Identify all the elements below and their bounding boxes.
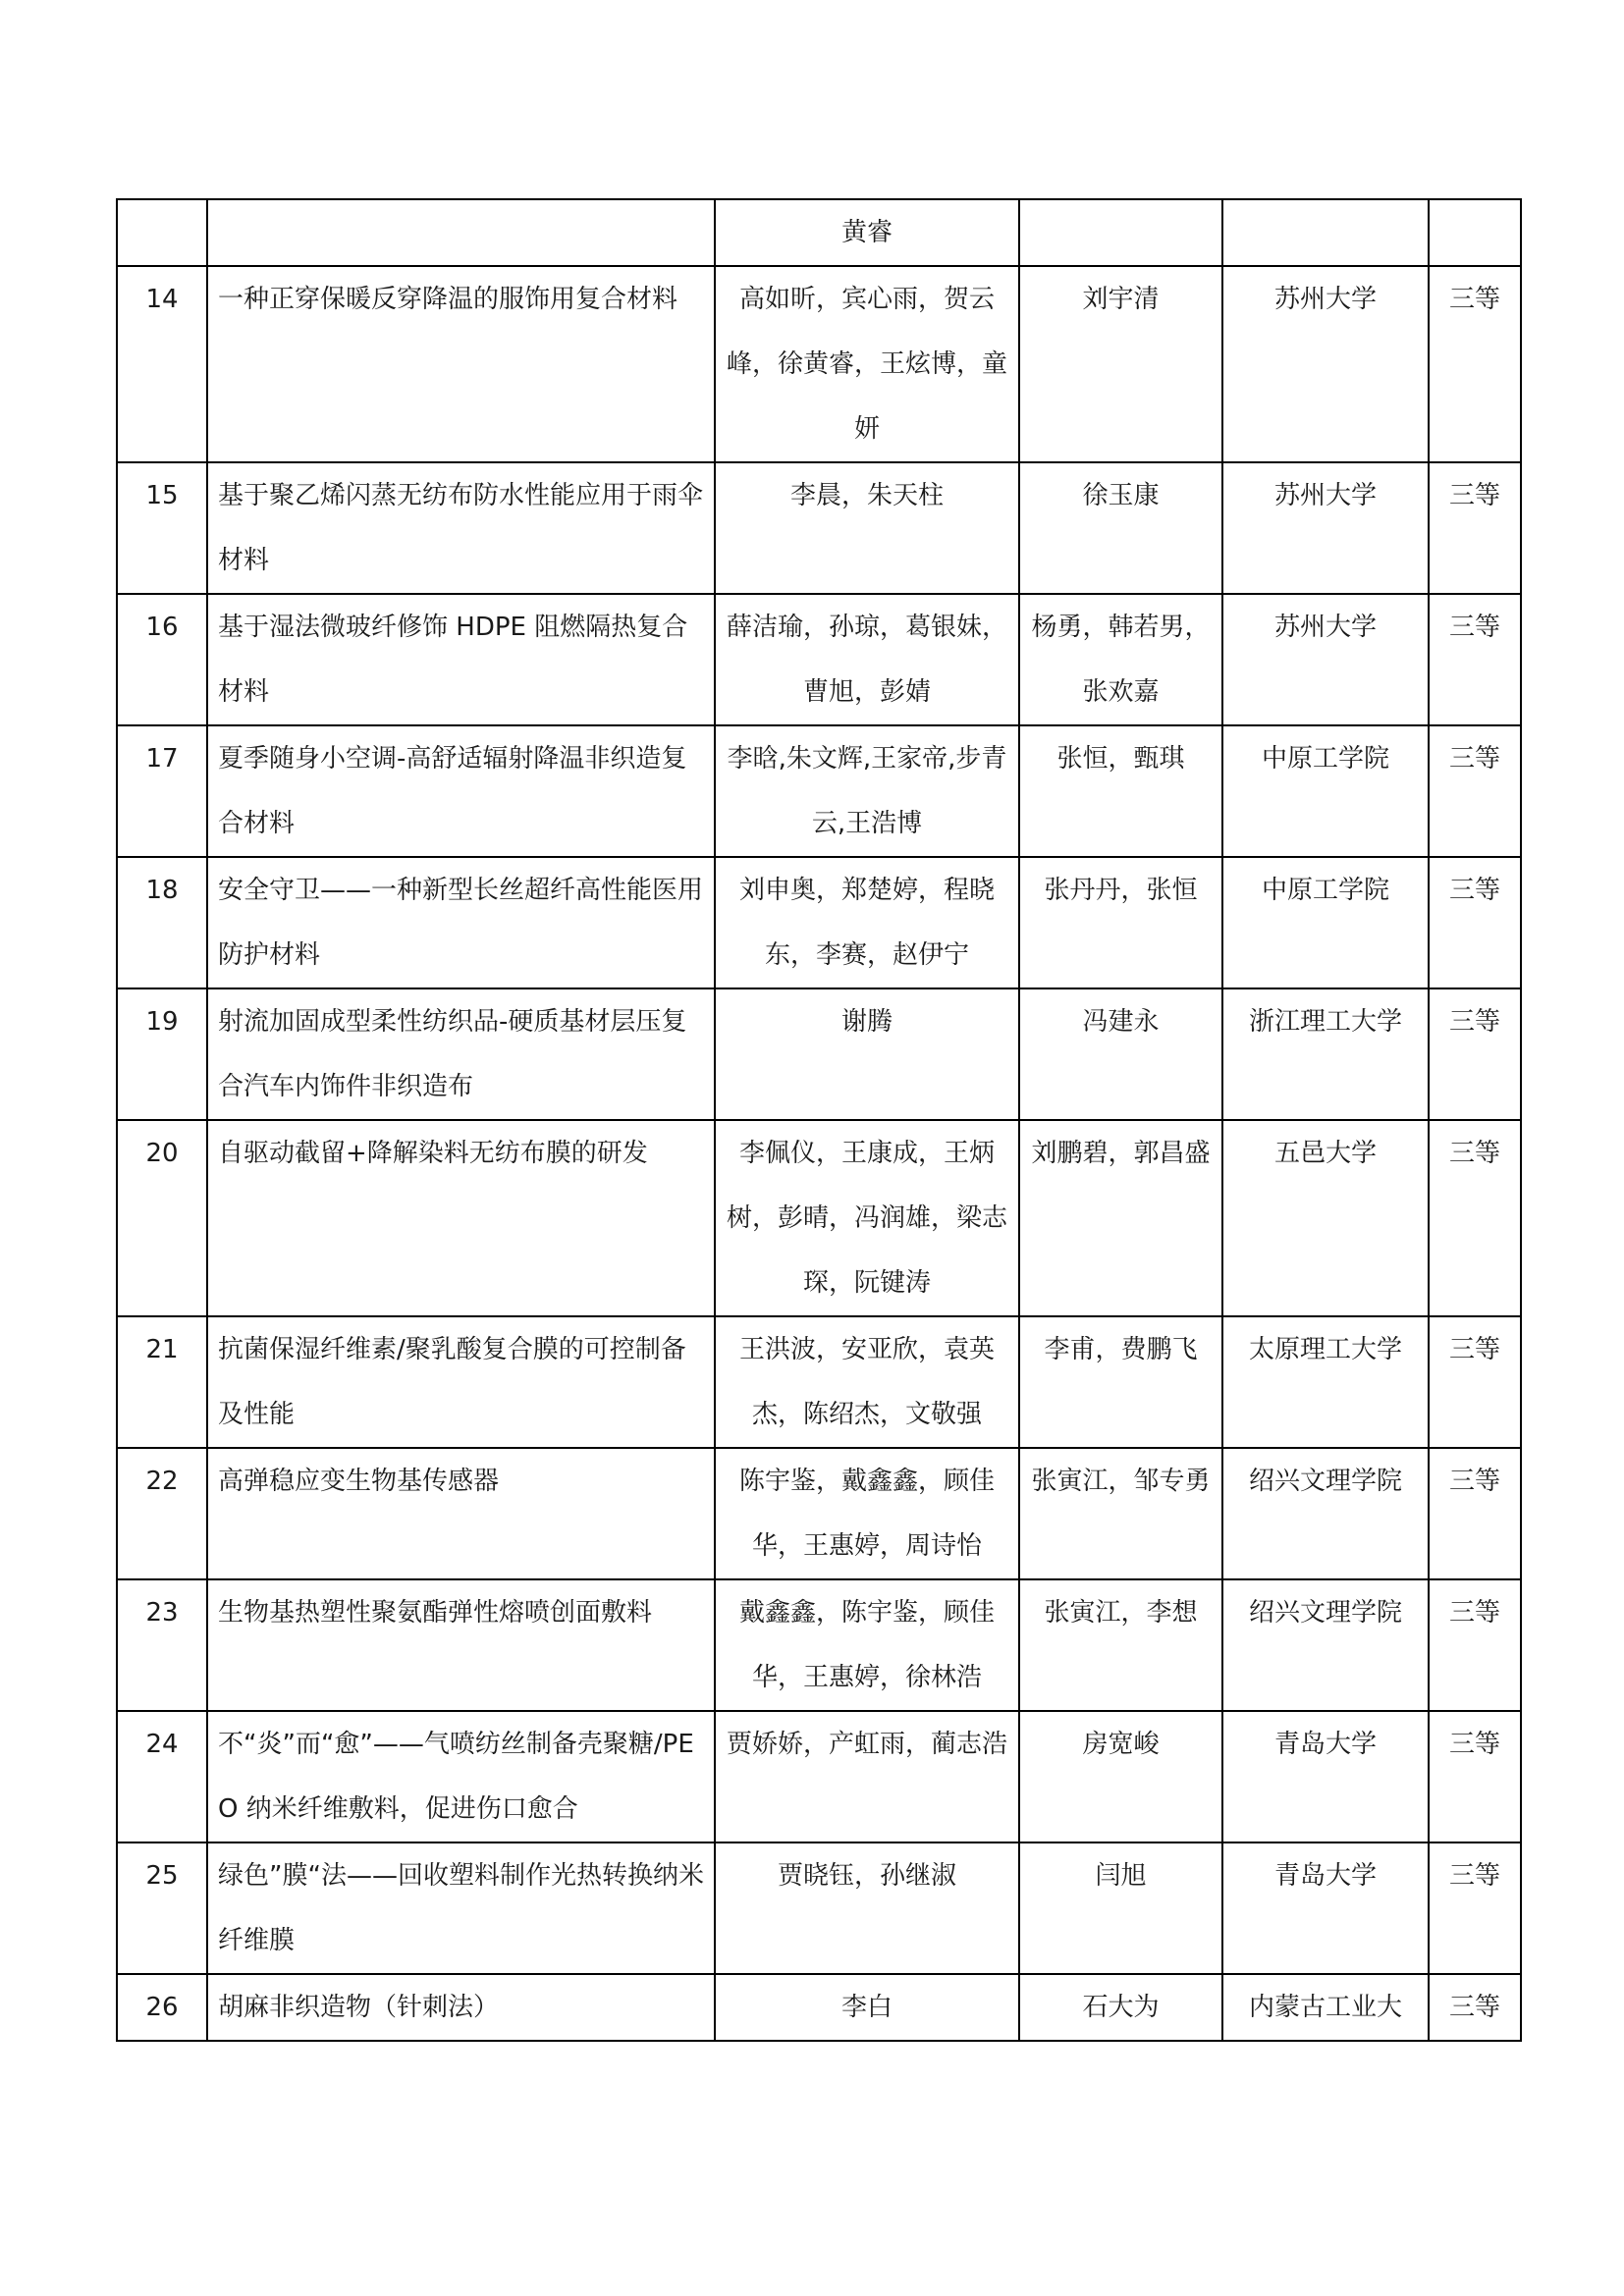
advisor-names bbox=[1019, 199, 1222, 266]
school-name: 青岛大学 bbox=[1222, 1711, 1429, 1842]
award-level: 三等 bbox=[1429, 857, 1521, 988]
school-name: 苏州大学 bbox=[1222, 462, 1429, 594]
advisor-names: 冯建永 bbox=[1019, 988, 1222, 1120]
team-members: 黄睿 bbox=[715, 199, 1019, 266]
team-members: 李晗,朱文辉,王家帝,步青云,王浩博 bbox=[715, 725, 1019, 857]
advisor-names: 闫旭 bbox=[1019, 1842, 1222, 1974]
team-members: 李佩仪，王康成，王炳树，彭晴，冯润雄，梁志琛，阮键涛 bbox=[715, 1120, 1019, 1316]
school-name: 太原理工大学 bbox=[1222, 1316, 1429, 1448]
advisor-names: 李甫，费鹏飞 bbox=[1019, 1316, 1222, 1448]
advisor-names: 张丹丹，张恒 bbox=[1019, 857, 1222, 988]
table-row bbox=[117, 1711, 1521, 1842]
team-members: 王洪波，安亚欣，袁英杰，陈绍杰，文敬强 bbox=[715, 1316, 1019, 1448]
row-number: 22 bbox=[117, 1448, 207, 1579]
project-title: 高弹稳应变生物基传感器 bbox=[207, 1448, 715, 1579]
team-members: 陈宇鉴，戴鑫鑫，顾佳华，王惠婷，周诗怡 bbox=[715, 1448, 1019, 1579]
advisor-names: 石大为 bbox=[1019, 1974, 1222, 2041]
table-row bbox=[117, 988, 1521, 1120]
table-row bbox=[117, 1448, 1521, 1579]
team-members: 谢腾 bbox=[715, 988, 1019, 1120]
row-number: 16 bbox=[117, 594, 207, 725]
project-title: 基于湿法微玻纤修饰 HDPE 阻燃隔热复合材料 bbox=[207, 594, 715, 725]
row-number: 25 bbox=[117, 1842, 207, 1974]
award-level bbox=[1429, 199, 1521, 266]
project-title: 不“炎”而“愈”——气喷纺丝制备壳聚糖/PEO 纳米纤维敷料，促进伤口愈合 bbox=[207, 1711, 715, 1842]
team-members: 戴鑫鑫，陈宇鉴，顾佳华，王惠婷，徐林浩 bbox=[715, 1579, 1019, 1711]
project-title: 绿色”膜“法——回收塑料制作光热转换纳米纤维膜 bbox=[207, 1842, 715, 1974]
team-members: 高如昕，宾心雨，贺云峰，徐黄睿，王炫博，童妍 bbox=[715, 266, 1019, 462]
advisor-names: 刘宇清 bbox=[1019, 266, 1222, 462]
advisor-names: 张寅江，邹专勇 bbox=[1019, 1448, 1222, 1579]
award-level: 三等 bbox=[1429, 594, 1521, 725]
award-level: 三等 bbox=[1429, 725, 1521, 857]
advisor-names: 房宽峻 bbox=[1019, 1711, 1222, 1842]
school-name: 苏州大学 bbox=[1222, 266, 1429, 462]
row-number: 21 bbox=[117, 1316, 207, 1448]
row-number: 20 bbox=[117, 1120, 207, 1316]
table-row bbox=[117, 1579, 1521, 1711]
advisor-names: 张恒，甄琪 bbox=[1019, 725, 1222, 857]
row-number: 19 bbox=[117, 988, 207, 1120]
school-name: 中原工学院 bbox=[1222, 857, 1429, 988]
table-row bbox=[117, 199, 1521, 266]
row-number: 18 bbox=[117, 857, 207, 988]
team-members: 贾娇娇，产虹雨，蔺志浩 bbox=[715, 1711, 1019, 1842]
award-level: 三等 bbox=[1429, 988, 1521, 1120]
advisor-names: 徐玉康 bbox=[1019, 462, 1222, 594]
school-name: 浙江理工大学 bbox=[1222, 988, 1429, 1120]
project-title bbox=[207, 199, 715, 266]
award-table bbox=[116, 198, 1522, 2042]
project-title: 生物基热塑性聚氨酯弹性熔喷创面敷料 bbox=[207, 1579, 715, 1711]
school-name: 青岛大学 bbox=[1222, 1842, 1429, 1974]
team-members: 李晨，朱天柱 bbox=[715, 462, 1019, 594]
project-title: 基于聚乙烯闪蒸无纺布防水性能应用于雨伞材料 bbox=[207, 462, 715, 594]
row-number: 17 bbox=[117, 725, 207, 857]
award-level: 三等 bbox=[1429, 1448, 1521, 1579]
team-members: 贾晓钰，孙继淑 bbox=[715, 1842, 1019, 1974]
project-title: 一种正穿保暖反穿降温的服饰用复合材料 bbox=[207, 266, 715, 462]
team-members: 李白 bbox=[715, 1974, 1019, 2041]
award-level: 三等 bbox=[1429, 1120, 1521, 1316]
school-name: 苏州大学 bbox=[1222, 594, 1429, 725]
table-row bbox=[117, 857, 1521, 988]
award-level: 三等 bbox=[1429, 266, 1521, 462]
row-number: 15 bbox=[117, 462, 207, 594]
table-row bbox=[117, 1842, 1521, 1974]
award-level: 三等 bbox=[1429, 1842, 1521, 1974]
award-table-body bbox=[117, 199, 1521, 2041]
table-row bbox=[117, 462, 1521, 594]
advisor-names: 杨勇，韩若男，张欢嘉 bbox=[1019, 594, 1222, 725]
advisor-names: 张寅江，李想 bbox=[1019, 1579, 1222, 1711]
school-name bbox=[1222, 199, 1429, 266]
row-number: 14 bbox=[117, 266, 207, 462]
table-row bbox=[117, 594, 1521, 725]
project-title: 抗菌保湿纤维素/聚乳酸复合膜的可控制备及性能 bbox=[207, 1316, 715, 1448]
row-number: 24 bbox=[117, 1711, 207, 1842]
row-number: 23 bbox=[117, 1579, 207, 1711]
award-level: 三等 bbox=[1429, 462, 1521, 594]
table-row bbox=[117, 725, 1521, 857]
row-number bbox=[117, 199, 207, 266]
table-row bbox=[117, 266, 1521, 462]
project-title: 安全守卫——一种新型长丝超纤高性能医用防护材料 bbox=[207, 857, 715, 988]
school-name: 五邑大学 bbox=[1222, 1120, 1429, 1316]
team-members: 薛洁瑜，孙琼，葛银妹，曹旭，彭婧 bbox=[715, 594, 1019, 725]
advisor-names: 刘鹏碧，郭昌盛 bbox=[1019, 1120, 1222, 1316]
row-number: 26 bbox=[117, 1974, 207, 2041]
school-name: 绍兴文理学院 bbox=[1222, 1448, 1429, 1579]
table-row bbox=[117, 1316, 1521, 1448]
school-name: 中原工学院 bbox=[1222, 725, 1429, 857]
team-members: 刘申奥，郑楚婷，程晓东，李赛，赵伊宁 bbox=[715, 857, 1019, 988]
school-name: 内蒙古工业大 bbox=[1222, 1974, 1429, 2041]
project-title: 胡麻非织造物（针刺法） bbox=[207, 1974, 715, 2041]
award-level: 三等 bbox=[1429, 1974, 1521, 2041]
project-title: 射流加固成型柔性纺织品-硬质基材层压复合汽车内饰件非织造布 bbox=[207, 988, 715, 1120]
table-row bbox=[117, 1120, 1521, 1316]
school-name: 绍兴文理学院 bbox=[1222, 1579, 1429, 1711]
project-title: 夏季随身小空调-高舒适辐射降温非织造复合材料 bbox=[207, 725, 715, 857]
award-level: 三等 bbox=[1429, 1316, 1521, 1448]
award-level: 三等 bbox=[1429, 1711, 1521, 1842]
project-title: 自驱动截留+降解染料无纺布膜的研发 bbox=[207, 1120, 715, 1316]
award-level: 三等 bbox=[1429, 1579, 1521, 1711]
table-row bbox=[117, 1974, 1521, 2041]
